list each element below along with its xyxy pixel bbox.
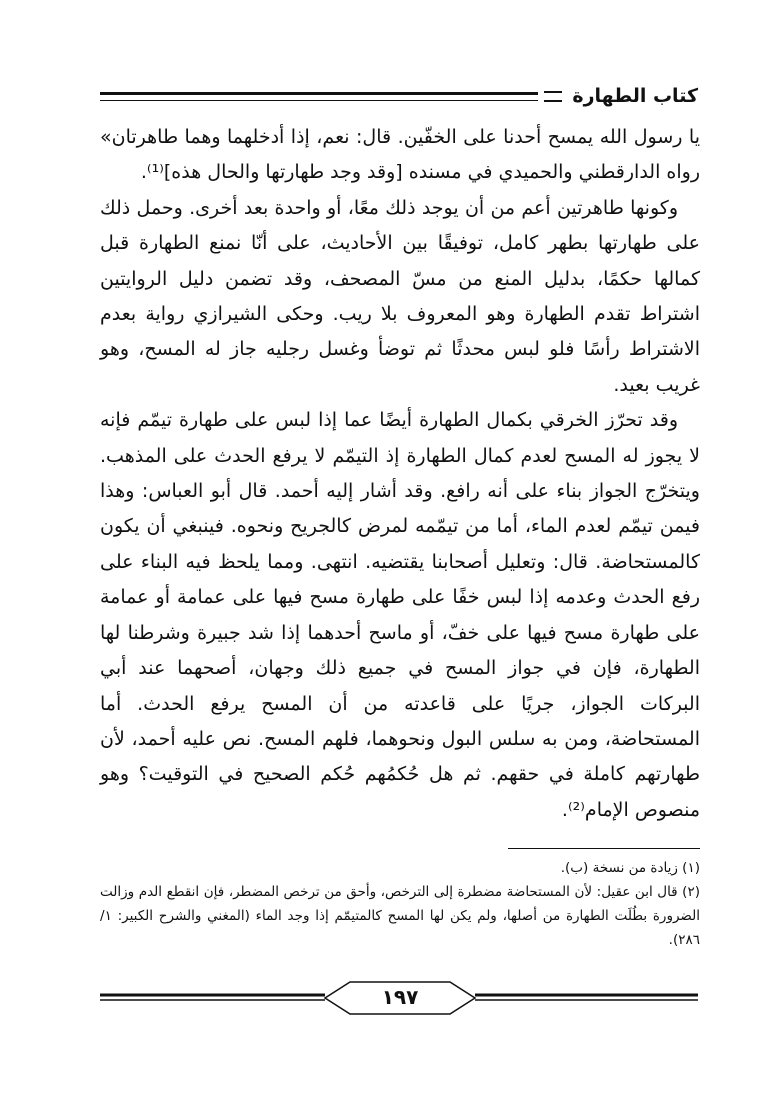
running-title: كتاب الطهارة	[572, 85, 698, 107]
paragraph: وكونها طاهرتين أعم من أن يوجد ذلك معًا، أو واحدة بعد أخرى. وحمل ذلك على طهارتها بطهر كامل، توفيقًا بين الأحاديث، على أنّا نمنع الطهارة قبل كمالها حكمًا، بدليل المنع من مسّ المصحف، وقد تضمن دليل الروايتين اشتراط تقدم الطهارة وهو المعروف بلا ريب. وحكى الشيرازي رواية بعدم الاشتراط رأسًا فلو لبس محدثًا ثم توضأ وغسل رجليه جاز له المسح، وهو غريب بعيد.	[100, 196, 700, 396]
header-rule	[100, 92, 538, 101]
main-text	[100, 120, 700, 828]
footnote-separator	[508, 848, 700, 849]
page-footer	[100, 980, 698, 1016]
header-dash-ornament	[544, 91, 562, 102]
paragraph: يا رسول الله يمسح أحدنا على الخفّين. قال: نعم، إذا أدخلهما وهما طاهرتان» رواه الدارقطني والحميدي في مسنده [وقد وجد طهارتها والحال هذه]⁽¹⁾.	[100, 126, 700, 184]
footnote: (١) زيادة من نسخة (ب).	[560, 860, 700, 876]
footnote: (٢) قال ابن عقيل: لأن المستحاضة مضطرة إلى الترخص، وأحق من ترخص المضطر، فإن انقطع الدم وزالت الضرورة بطُلَت الطهارة من أصلها، ولم يكن لها المسح كالمتيمّم إذا وجد الماء (المغني والشرح الكبير: ١/ ٢٨٦).	[100, 884, 700, 948]
paragraph: وقد تحرّز الخرقي بكمال الطهارة أيضًا عما إذا لبس على طهارة تيمّم فإنه لا يجوز له المسح لعدم كمال الطهارة إذ التيمّم لا يرفع الحدث على المذهب. ويتخرّج الجواز بناء على أنه رافع. وقد أشار إليه أحمد. قال أبو العباس: وهذا فيمن تيمّم لعدم الماء، أما من تيمّمه لمرض كالجريح ونحوه. فينبغي أن يكون كالمستحاضة. قال: وتعليل أصحابنا يقتضيه. انتهى. ومما يلحظ فيه البناء على رفع الحدث وعدمه إذا لبس خفًا على طهارة مسح فيها على عمامة أو عمامة على طهارة مسح فيها على خفّ، أو ماسح أحدهما إذا شد جبيرة وشرطنا لها الطهارة، فإن في جواز المسح في جميع ذلك وجهان، أصحهما عند أبي البركات الجواز، جريًا على قاعدته من أن المسح يرفع الحدث. أما المستحاضة، ومن به سلس البول ونحوهما، فلهم المسح. نص عليه أحمد، لأن طهارتهم كاملة في حقهم. ثم هل حُكمُهم حُكم الصحيح في التوقيت؟ وهو منصوص الإمام⁽²⁾.	[100, 409, 700, 821]
footnotes	[100, 856, 700, 952]
running-header	[100, 82, 698, 110]
page-number: ١٩٧	[381, 985, 419, 1009]
